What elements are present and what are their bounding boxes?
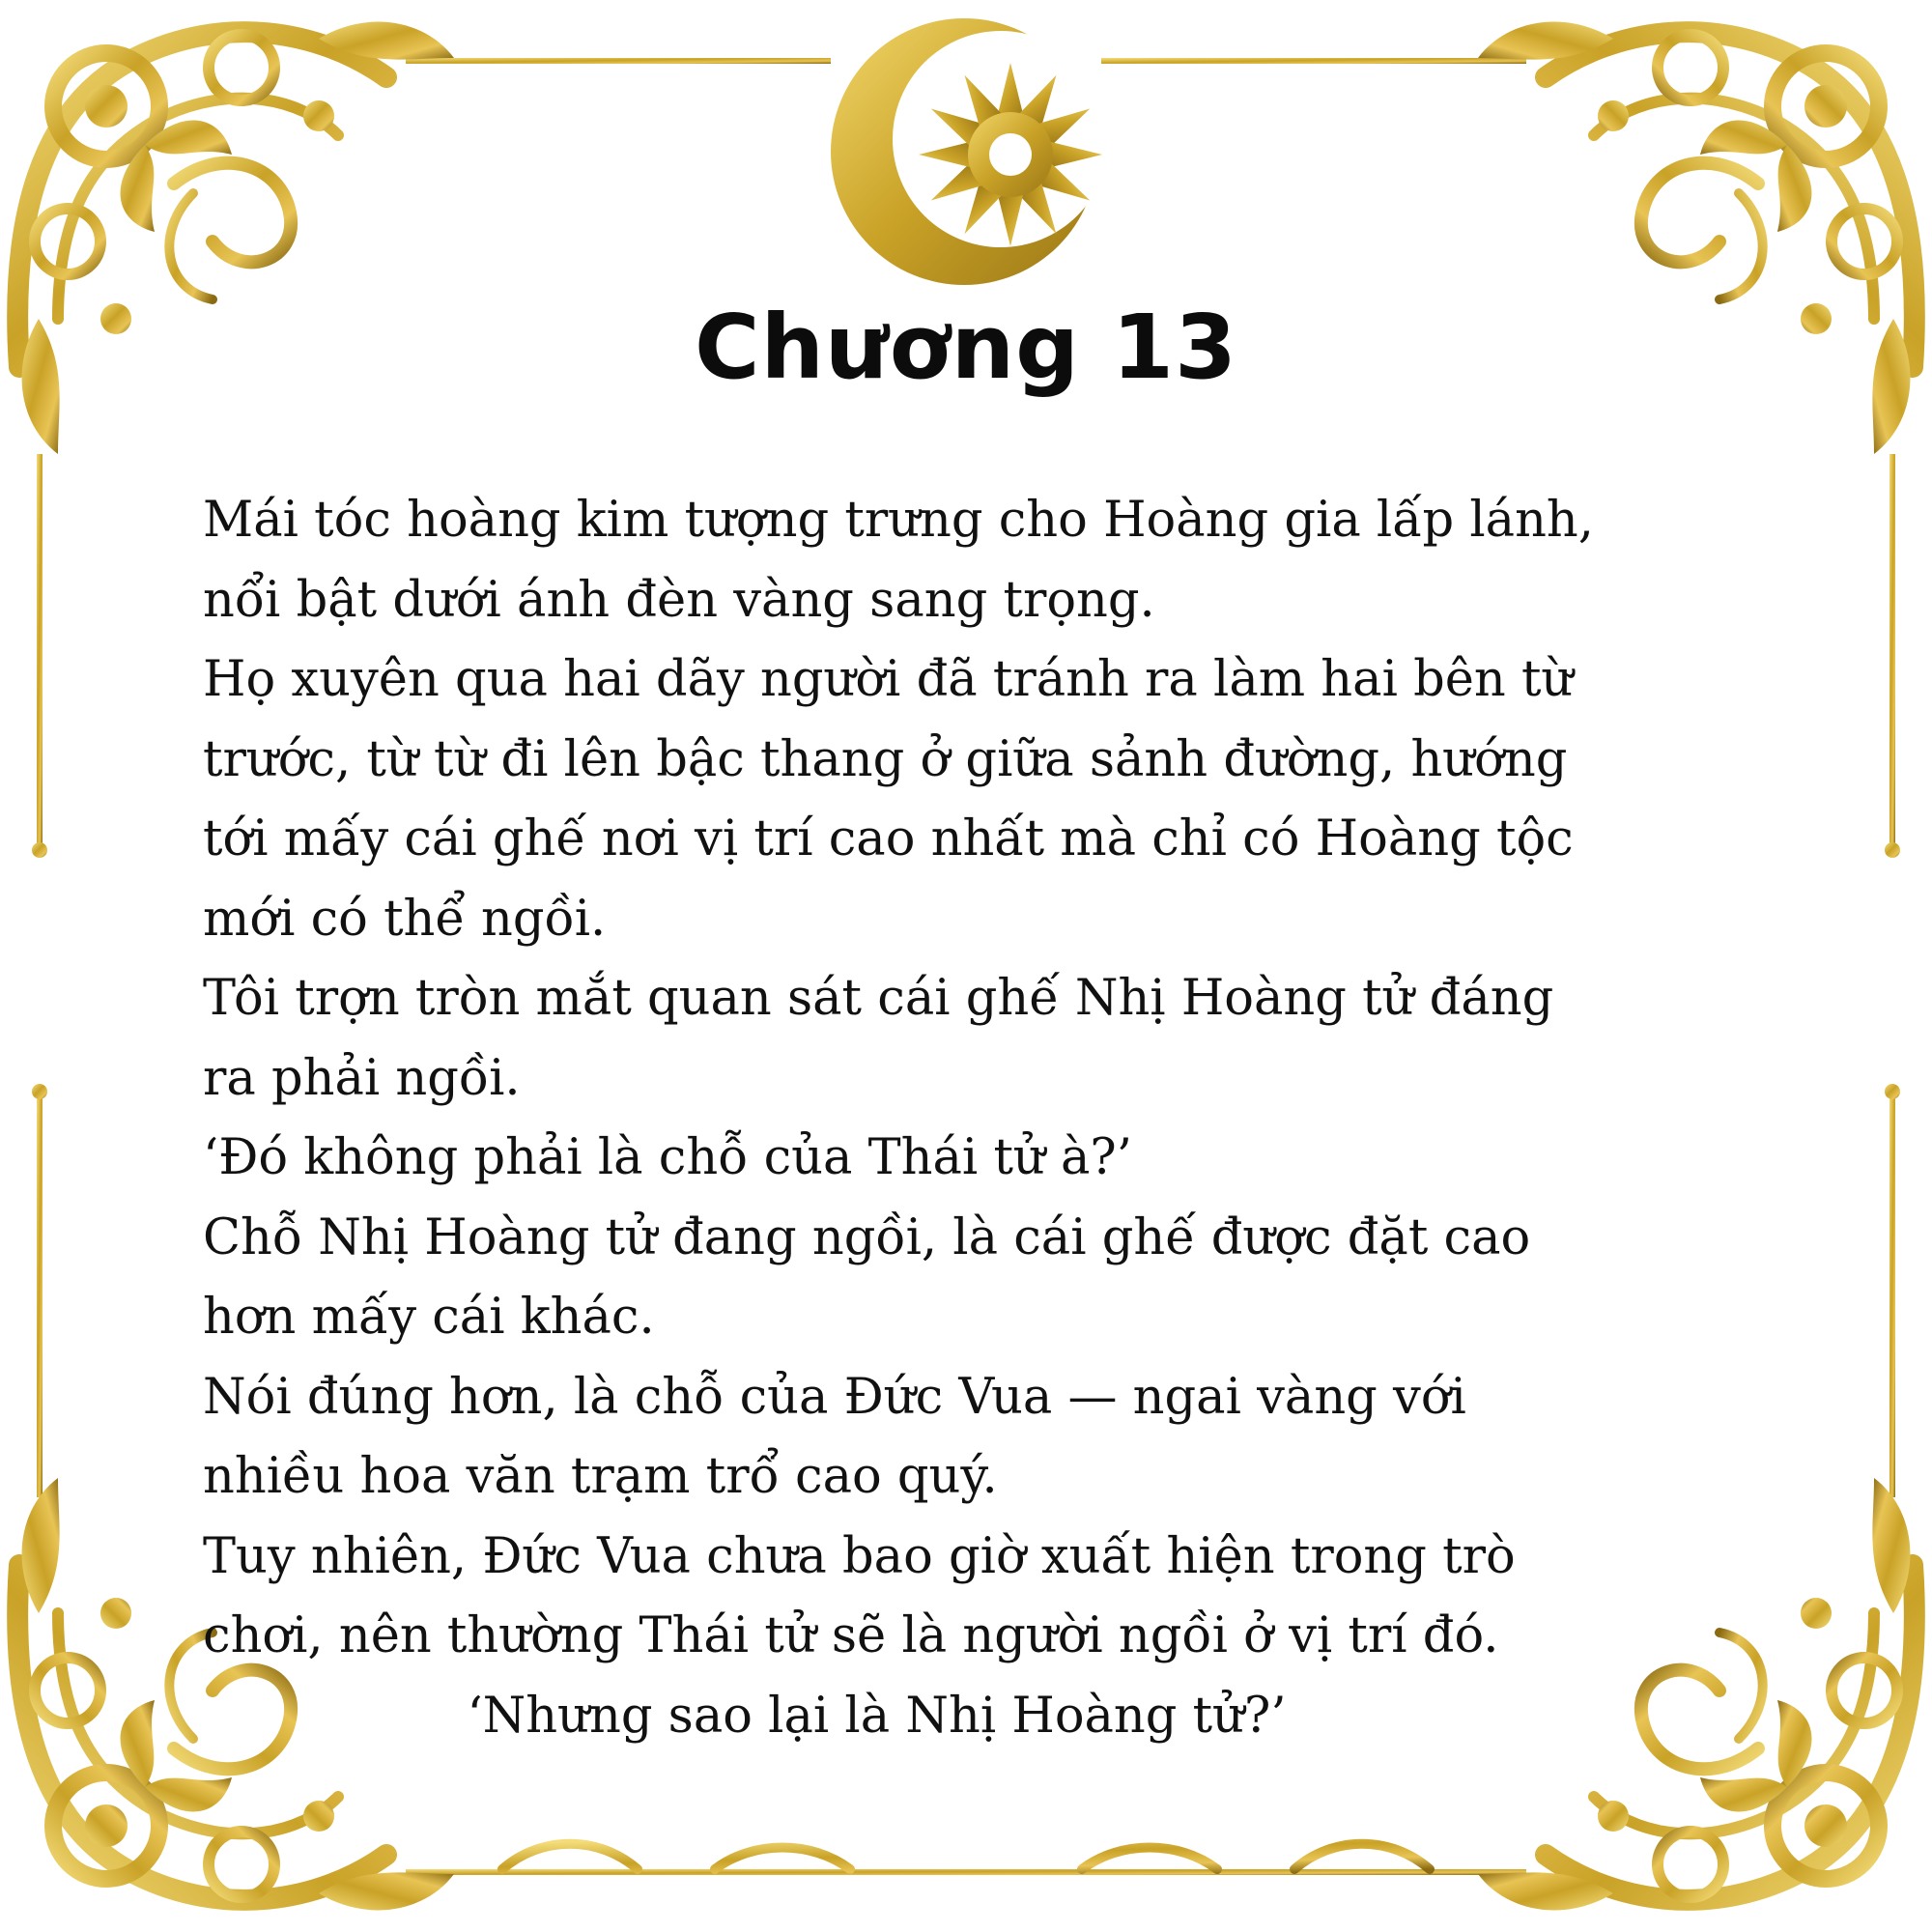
story-line: chơi, nên thường Thái tử sẽ là người ngồi ở vị trí đó. (203, 1607, 1499, 1664)
story-line: nhiều hoa văn trạm trổ cao quý. (203, 1448, 998, 1505)
story-line: nổi bật dưới ánh đèn vàng sang trọng. (203, 571, 1155, 629)
story-line: tới mấy cái ghế nơi vị trí cao nhất mà chỉ có Hoàng tộc (203, 810, 1574, 867)
story-line: trước, từ từ đi lên bậc thang ở giữa sảnh đường, hướng (203, 730, 1568, 788)
crescent-moon-sun-icon (829, 12, 1119, 292)
story-line: ‘Đó không phải là chỗ của Thái tử à?’ (203, 1129, 1132, 1186)
story-line: Tuy nhiên, Đức Vua chưa bao giờ xuất hiện trong trò (203, 1527, 1516, 1585)
story-line: Nói đúng hơn, là chỗ của Đức Vua — ngai vàng với (203, 1368, 1466, 1426)
story-line: mới có thể ngồi. (203, 890, 607, 948)
story-line: ra phải ngồi. (203, 1049, 521, 1107)
story-line: Chỗ Nhị Hoàng tử đang ngồi, là cái ghế được đặt cao (203, 1208, 1531, 1266)
story-line: hơn mấy cái khác. (203, 1289, 655, 1346)
chapter-title: Chương 13 (694, 296, 1238, 399)
story-line: Mái tóc hoàng kim tượng trưng cho Hoàng gia lấp lánh, (203, 492, 1594, 549)
story-text (203, 481, 1748, 1756)
story-line: Họ xuyên qua hai dãy người đã tránh ra làm hai bên từ (203, 651, 1574, 708)
story-line: Tôi trợn tròn mắt quan sát cái ghế Nhị Hoàng tử đáng (203, 970, 1554, 1027)
story-line-closing: ‘Nhưng sao lại là Nhị Hoàng tử?’ (467, 1687, 1287, 1745)
